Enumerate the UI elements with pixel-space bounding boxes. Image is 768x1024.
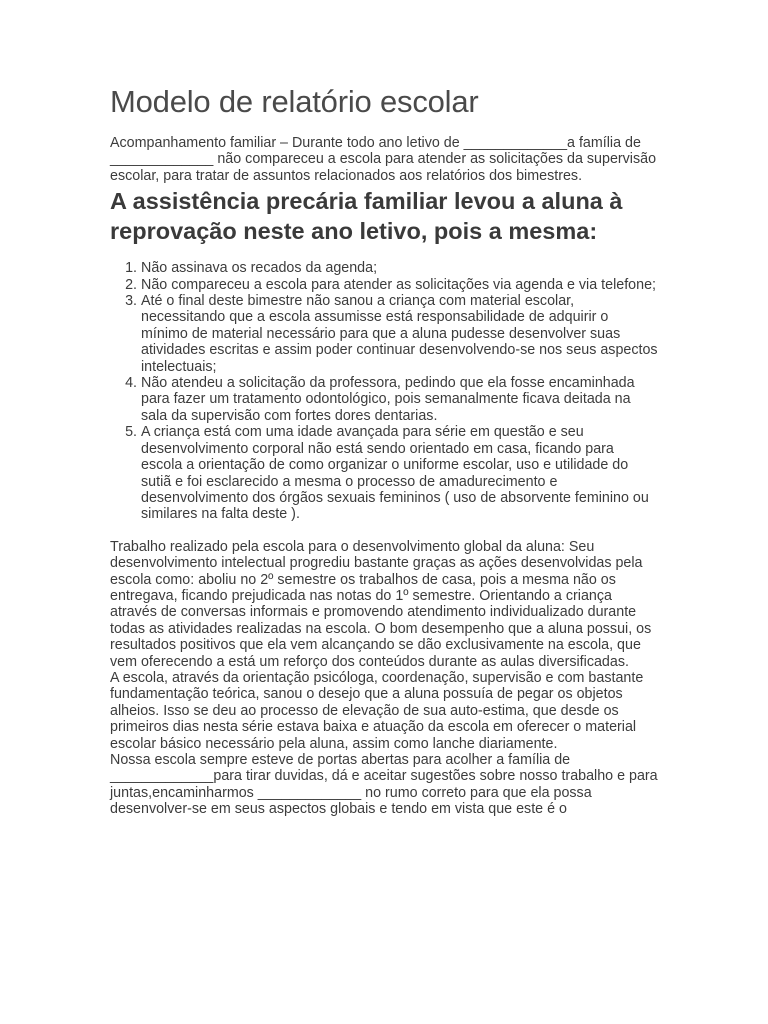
work-paragraph: Trabalho realizado pela escola para o desenvolvimento global da aluna: Seu desenvolvimento intelectual progrediu bastante graças as ações desenvolvidas pela escola como: aboliu no 2º semestre os trabalhos de casa, pois a mesma não os entregava, ficando prejudicada nas notas do 1º semestre. Orientando a criança através de conversas informais e promovendo atendimento individualizado durante todas as atividades realizadas na escola. O bom desempenho que a aluna possui, os resultados positivos que ela vem alcançando se dão exclusivamente na escola, que vem oferecendo a está um reforço dos conteúdos durante as aulas diversificadas. bbox=[110, 538, 652, 670]
school-paragraph: A escola, através da orientação psicóloga, coordenação, supervisão e com bastante fundamentação teórica, sanou o desejo que a aluna possuía de pegar os objetos alheios. Isso se deu ao processo de elevação de sua auto-estima, que desde os primeiros dias nesta série estava baixa e atuação da escola em oferecer o material escolar básico necessário pela aluna, assim como lanche diariamente. bbox=[110, 669, 644, 752]
list-item: 3. Até o final deste bimestre não sanou a criança com material escolar, necessitando que a escola assumisse está responsabilidade de adquirir o mínimo de material necessário para que a aluna pudesse desenvolver suas atividades escritas e assim poder continuar desenvolvendo-se nos seus aspectos intelectuais; bbox=[141, 293, 658, 375]
intro-paragraph: Acompanhamento familiar – Durante todo ano letivo de _____________a família de _____________ não compareceu a escola para atender as solicitações da supervisão escolar, para tratar de assuntos relacionados aos relatórios dos bimestres. bbox=[110, 135, 657, 184]
section-heading: A assistência precária familiar levou a aluna à reprovação neste ano letivo, pois a mesma: bbox=[110, 188, 623, 244]
page-title: Modelo de relatório escolar bbox=[110, 84, 479, 119]
list-item: 2. Não compareceu a escola para atender as solicitações via agenda e via telefone; bbox=[141, 277, 658, 293]
list-item: 1. Não assinava os recados da agenda; bbox=[141, 260, 658, 276]
list-item: 4. Não atendeu a solicitação da professora, pedindo que ela fosse encaminhada para fazer um tratamento odontológico, pois semanalmente ficava deitada na sala da supervisão com fortes dores dentarias. bbox=[141, 375, 658, 424]
family-paragraph: Nossa escola sempre esteve de portas abertas para acolher a família de _____________para tirar duvidas, dá e aceitar sugestões sobre nosso trabalho e para juntas,encaminharmos _____________ no rumo correto para que ela possa desenvolver-se em seus aspectos globais e tendo em vista que este é o bbox=[110, 752, 658, 818]
list-item: 5. A criança está com uma idade avançada para série em questão e seu desenvolvimento corporal não está sendo orientado em casa, ficando para escola a orientação de como organizar o uniforme escolar, uso e utilidade do sutiã e foi esclarecido a mesma o processo de amadurecimento e desenvolvimento dos órgãos sexuais femininos ( uso de absorvente feminino ou similares na falta deste ). bbox=[141, 424, 658, 522]
reasons-list bbox=[110, 260, 658, 523]
document-page bbox=[110, 82, 658, 818]
